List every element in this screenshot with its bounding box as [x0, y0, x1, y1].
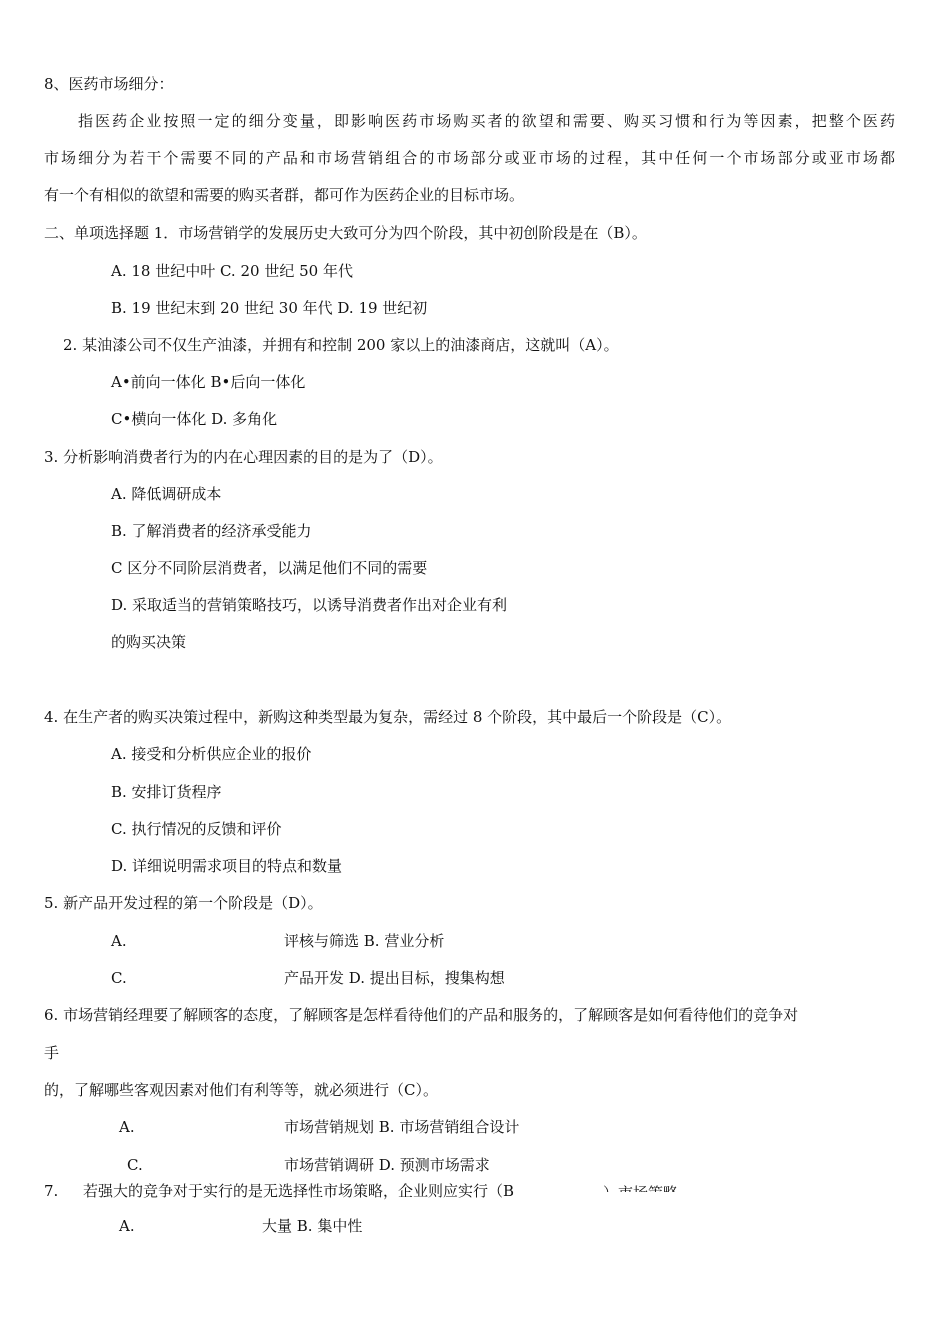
option-letter: C. [127, 1156, 143, 1174]
option-letter: C. [111, 969, 127, 987]
option-line: C•横向一体化 D. 多角化 [111, 410, 278, 428]
option-line: A. 18 世纪中叶 C. 20 世纪 50 年代 [111, 262, 353, 280]
paragraph-line: 有一个有相似的欲望和需要的购买者群，都可作为医药企业的目标市场。 [44, 186, 525, 204]
option-text: 大量 B. 集中性 [262, 1217, 363, 1235]
option-line: B. 19 世纪末到 20 世纪 30 年代 D. 19 世纪初 [111, 299, 428, 317]
question-7-number: 7. [44, 1182, 59, 1200]
option-line: D. 详细说明需求项目的特点和数量 [111, 857, 343, 875]
overlap-mask [590, 1192, 700, 1208]
option-line: D. 采取适当的营销策略技巧，以诱导消费者作出对企业有利 [111, 596, 508, 614]
option-letter: A. [119, 1118, 135, 1136]
question-2: 2. 某油漆公司不仅生产油漆，并拥有和控制 200 家以上的油漆商店，这就叫（A）。 [63, 336, 619, 354]
question-4: 4. 在生产者的购买决策过程中，新购这种类型最为复杂，需经过 8 个阶段，其中最后一个阶段是（C）。 [44, 708, 732, 726]
section-heading-8: 8、医药市场细分： [44, 75, 174, 93]
question-3: 3. 分析影响消费者行为的内在心理因素的目的是为了（D）。 [44, 448, 443, 466]
option-line: 的购买决策 [111, 633, 187, 651]
paragraph-line: 市场细分为若干个需要不同的产品和市场营销组合的市场部分或亚市场的过程，其中任何一个市场部分或亚市场都 [44, 149, 895, 167]
question-6-wrap: 的，了解哪些客观因素对他们有利等等，就必须进行（C）。 [44, 1081, 438, 1099]
option-text: 市场营销调研 D. 预测市场需求 [284, 1156, 490, 1174]
option-line: B. 安排订货程序 [111, 783, 222, 801]
option-text: 评核与筛选 B. 营业分析 [284, 932, 445, 950]
option-line: C 区分不同阶层消费者，以满足他们不同的需要 [111, 559, 428, 577]
option-text: 产品开发 D. 提出目标，搜集构想 [284, 969, 505, 987]
option-line: A•前向一体化 B•后向一体化 [111, 373, 306, 391]
question-7: 若强大的竞争对于实行的是无选择性市场策略，企业则应实行（B [83, 1182, 515, 1200]
option-line: A. 接受和分析供应企业的报价 [111, 745, 312, 763]
question-5: 5. 新产品开发过程的第一个阶段是（D）。 [44, 894, 323, 912]
option-letter: A. [111, 932, 127, 950]
option-letter: A. [119, 1217, 135, 1235]
option-line: C. 执行情况的反馈和评价 [111, 820, 282, 838]
option-line: B. 了解消费者的经济承受能力 [111, 522, 312, 540]
question-6-wrap: 手 [44, 1044, 60, 1062]
section-title-single-choice: 二、单项选择题 1．市场营销学的发展历史大致可分为四个阶段，其中初创阶段是在（B）。 [44, 224, 647, 242]
option-line: A. 降低调研成本 [111, 485, 222, 503]
option-text: 市场营销规划 B. 市场营销组合设计 [284, 1118, 520, 1136]
paragraph-line: 指医药企业按照一定的细分变量，即影响医药市场购买者的欲望和需要、购买习惯和行为等因素，把整个医药 [78, 112, 895, 130]
question-6: 6. 市场营销经理要了解顾客的态度，了解顾客是怎样看待他们的产品和服务的，了解顾客是如何看待他们的竞争对 [44, 1006, 799, 1024]
